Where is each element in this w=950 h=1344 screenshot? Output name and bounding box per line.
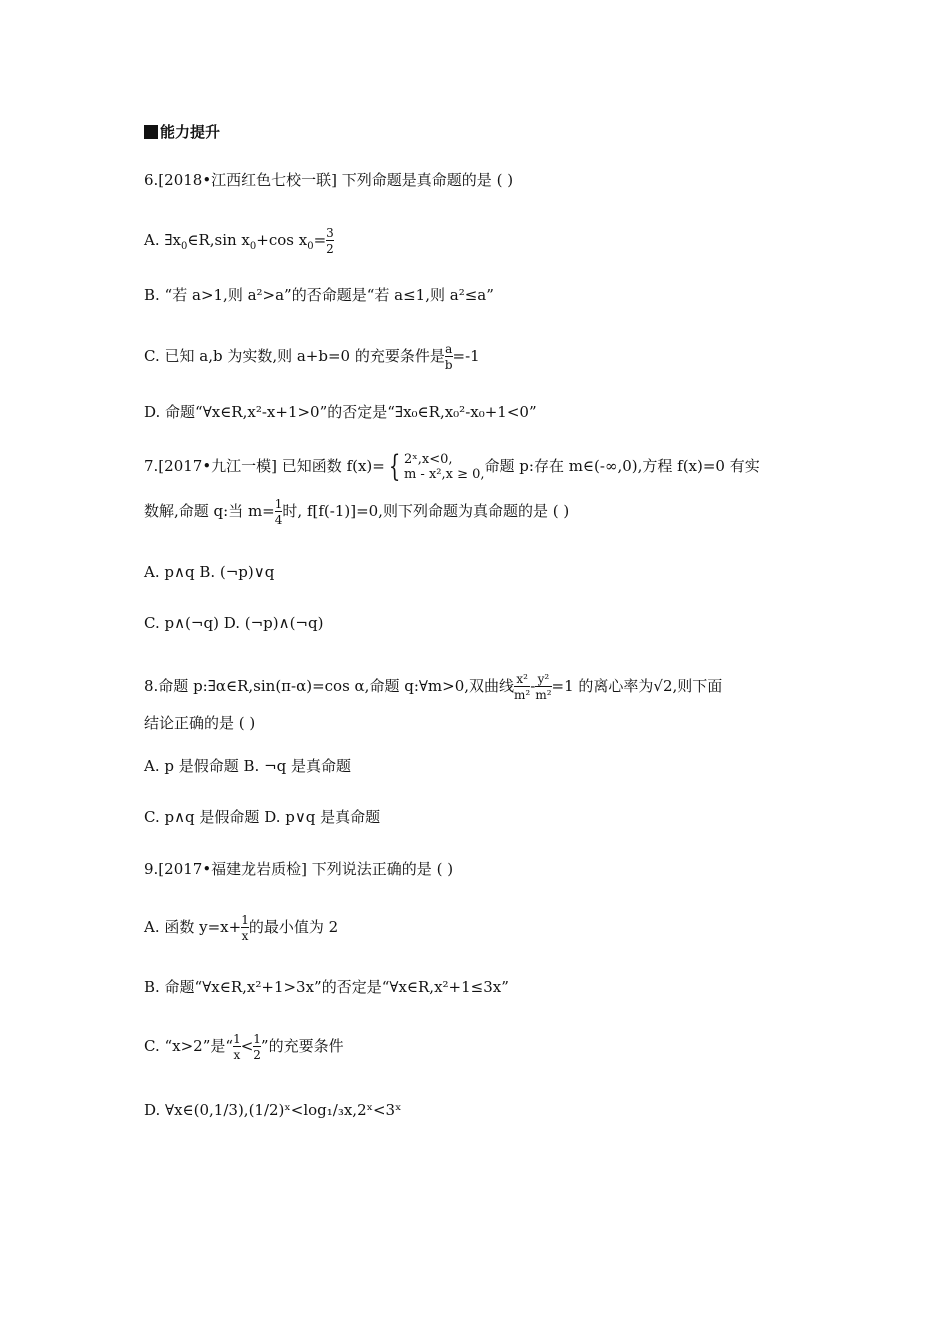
q6-a-mid: ∈R,sin x (187, 231, 250, 249)
section-title: 能力提升 (160, 123, 221, 141)
q6-a-prefix: A. ∃x (144, 231, 181, 249)
q8-stem-suffix: =1 的离心率为√2,则下面 (551, 677, 723, 695)
q7-stem-prefix: 7.[2017•九江一模] 已知函数 f(x)= (144, 457, 385, 475)
q7-options-cd: C. p∧(¬q) D. (¬p)∧(¬q) (144, 614, 324, 632)
q6-option-c (144, 342, 480, 372)
q9-option-b: B. 命题“∀x∈R,x²+1>3x”的否定是“∀x∈R,x²+1≤3x” (144, 978, 509, 996)
q6-c-fraction: $\frac{a}{b}$ (444, 342, 453, 372)
q9-stem: 9.[2017•福建龙岩质检] 下列说法正确的是 ( ) (144, 860, 454, 878)
q8-stem-line2: 结论正确的是 ( ) (144, 714, 256, 732)
q9-option-c (144, 1032, 344, 1062)
q6-c-prefix: C. 已知 a,b 为实数,则 a+b=0 的充要条件是 (144, 347, 445, 365)
q6-stem: 6.[2018•江西红色七校一联] 下列命题是真命题的是 ( ) (144, 171, 514, 189)
q9-a-fraction: $\frac{1}{x}$ (241, 913, 249, 943)
q8-fraction-x: $\frac{\text{x²}}{\text{m²}}$ (514, 672, 531, 702)
q9-option-a (144, 913, 338, 943)
q8-stem-prefix: 8.命题 p:∃α∈R,sin(π-α)=cos α,命题 q:∀m>0,双曲线 (144, 677, 515, 695)
q6-a-mid2: +cos x (256, 231, 308, 249)
q9-option-d: D. ∀x∈(0,1/3),(1/2)ˣ<log₁/₃x,2ˣ<3ˣ (144, 1101, 402, 1119)
q9-c-lt: < (240, 1037, 254, 1055)
q6-a-fraction: $\frac{3}{2}$ (326, 226, 334, 256)
q8-options-ab: A. p 是假命题 B. ¬q 是真命题 (144, 757, 352, 775)
q8-options-cd: C. p∧q 是假命题 D. p∨q 是真命题 (144, 808, 381, 826)
q6-option-d: D. 命题“∀x∈R,x²-x+1>0”的否定是“∃x₀∈R,x₀²-x₀+1<0” (144, 403, 537, 421)
q7-piecewise: 2ˣ,x<0, m - x²,x ≥ 0, (403, 452, 485, 482)
q9-c-fraction-1: $\frac{1}{x}$ (233, 1032, 241, 1062)
q7-line2-prefix: 数解,命题 q:当 m= (144, 502, 275, 520)
q6-a-eq: = (313, 231, 327, 249)
q9-a-suffix: 的最小值为 2 (248, 918, 339, 936)
q7-stem-line2 (144, 497, 569, 527)
q6-c-suffix: =-1 (452, 347, 480, 365)
q8-minus: - (530, 677, 536, 695)
section-heading (144, 122, 220, 142)
q9-a-prefix: A. 函数 y=x+ (144, 918, 242, 936)
q7-options-ab: A. p∧q B. (¬p)∨q (144, 563, 275, 581)
q9-c-fraction-2: $\frac{1}{2}$ (253, 1032, 261, 1062)
q9-c-suffix: ”的充要条件 (260, 1037, 344, 1055)
q8-fraction-y: $\frac{\text{y²}}{\text{m²}}$ (535, 672, 552, 702)
q6-option-a: A. $\exists x_0\in R,\sin$ $x_0+\cos$ $x_0=$ $\frac{3}{2}$ (144, 226, 334, 256)
q7-fraction: $\frac{1}{4}$ (274, 497, 283, 527)
q9-c-prefix: C. “x>2”是“ (144, 1037, 234, 1055)
square-bullet-icon (144, 125, 158, 139)
q7-line2-suffix: 时, f[f(-1)]=0,则下列命题为真命题的是 ( ) (282, 502, 570, 520)
q7-stem-suffix: 命题 p:存在 m∈(-∞,0),方程 f(x)=0 有实 (484, 457, 760, 475)
q8-stem (144, 672, 722, 702)
q7-stem (144, 449, 760, 484)
q6-option-b: B. “若 a>1,则 a²>a”的否命题是“若 a≤1,则 a²≤a” (144, 286, 494, 304)
left-brace-icon: { (388, 449, 401, 484)
